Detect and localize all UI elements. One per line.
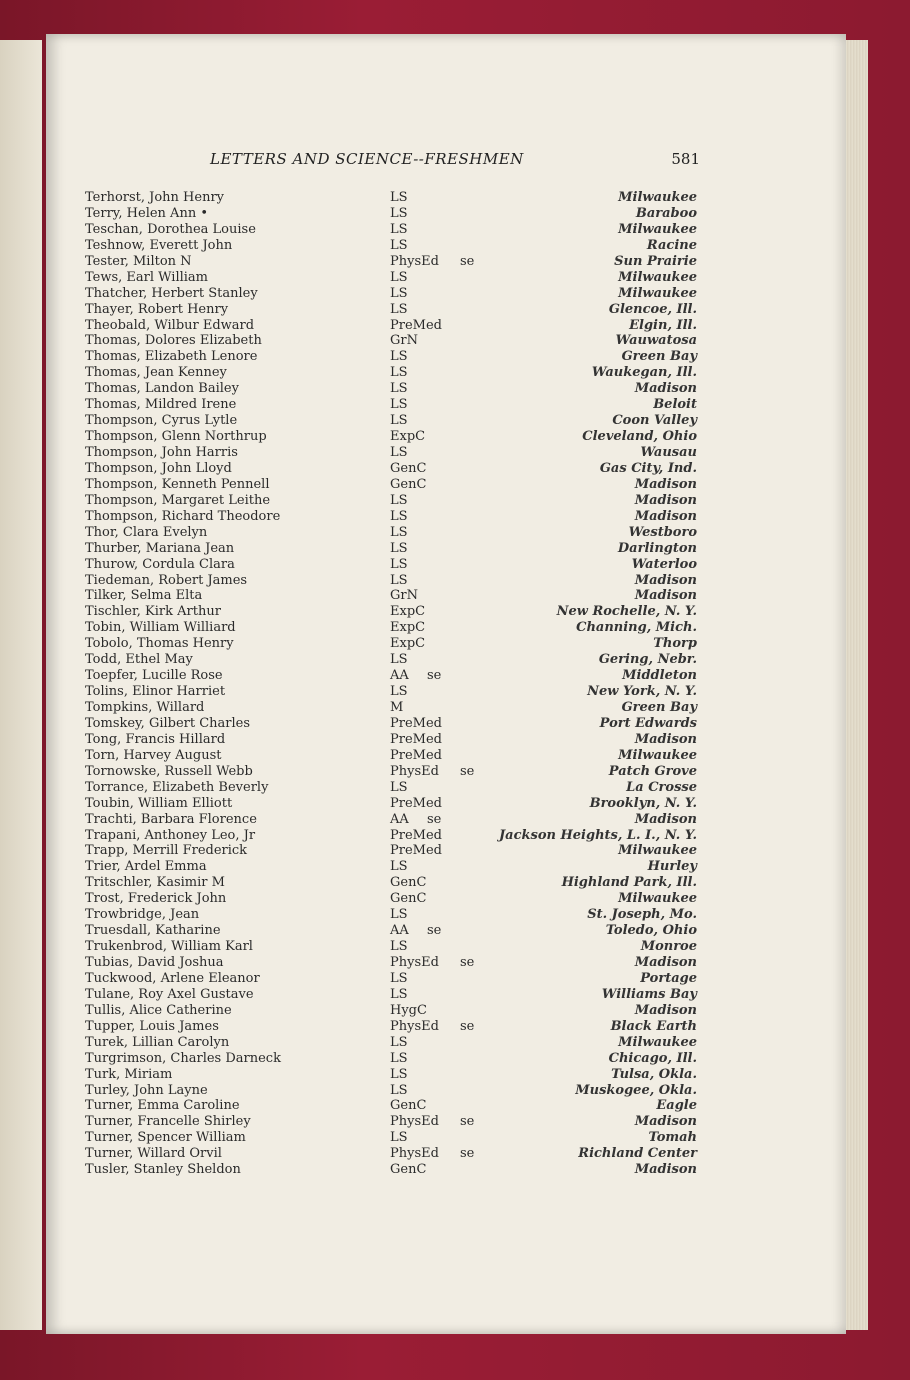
college-code: PhysEd [390,1114,439,1130]
note: se [427,923,442,939]
hometown: Milwaukee [618,221,697,237]
hometown: Coon Valley [612,413,697,429]
hometown: Toledo, Ohio [605,923,697,939]
hometown: Milwaukee [618,285,697,301]
college-code: LS [390,413,408,429]
college-code: ExpC [390,429,426,445]
college-code: LS [390,907,408,923]
college-code: LS [390,221,408,237]
note: se [460,955,475,970]
list-item [85,477,697,493]
hometown: Sun Prairie [614,253,697,269]
list-item [85,206,697,222]
list-item [85,700,697,716]
student-name: Tompkins, Willard [85,700,205,715]
college-code: GenC [390,875,427,891]
previous-page-edge [0,40,42,1330]
page-header [210,150,700,172]
list-item [85,764,697,780]
hometown: Baraboo [635,205,697,221]
list-item [85,509,697,525]
list-item [85,748,697,764]
college-code: GenC [390,476,427,492]
hometown: Cleveland, Ohio [582,429,697,445]
college-code: LS [390,1034,408,1050]
student-name: Trost, Frederick John [85,891,227,907]
college-code: LS [390,397,408,413]
college-code: AA [390,668,409,684]
list-item [85,1051,697,1067]
college-code: LS [390,285,408,301]
student-name: Tolins, Elinor Harriet [85,684,226,700]
hometown: St. Joseph, Mo. [587,907,697,923]
student-name: Thompson, Kenneth Pennell [85,476,270,492]
list-item [85,1067,697,1083]
student-name: Tuckwood, Arlene Eleanor [85,970,260,986]
hometown: New Rochelle, N. Y. [556,604,697,620]
hometown: Madison [634,955,697,970]
page-stack-edge [846,40,868,1330]
hometown: Beloit [653,397,697,413]
hometown: Tomah [648,1130,697,1146]
student-name: Turner, Willard Orvil [85,1146,222,1162]
list-item [85,652,697,668]
college-code: LS [390,492,408,508]
student-name: Trier, Ardel Emma [85,859,207,875]
college-code: PreMed [390,843,442,859]
hometown: Wauwatosa [615,333,697,349]
student-name: Thor, Clara Evelyn [85,524,208,540]
list-item [85,891,697,907]
college-code: LS [390,540,408,556]
student-name: Tischler, Kirk Arthur [85,604,221,620]
college-code: LS [390,269,408,285]
list-item [85,333,697,349]
list-item [85,1003,697,1019]
student-name: Thompson, Cyrus Lytle [85,413,238,429]
list-item [85,987,697,1003]
college-code: LS [390,190,408,205]
student-name: Todd, Ethel May [85,652,193,668]
list-item [85,1146,697,1162]
student-name: Tulane, Roy Axel Gustave [85,986,254,1002]
hometown: Waterloo [631,556,697,572]
hometown: Glencoe, Ill. [608,301,697,317]
hometown: Brooklyn, N. Y. [589,795,697,811]
student-name: Truesdall, Katharine [85,923,221,939]
student-name: Tilker, Selma Elta [85,588,203,604]
student-name: Tomskey, Gilbert Charles [85,715,251,731]
college-code: LS [390,779,408,795]
list-item [85,557,697,573]
list-item [85,413,697,429]
page-number: 581 [671,150,700,168]
student-name: Terhorst, John Henry [85,190,225,205]
student-name: Thatcher, Herbert Stanley [85,285,258,301]
student-name: Tong, Francis Hillard [85,731,226,747]
hometown: Middleton [622,668,697,684]
student-name: Thompson, Margaret Leithe [85,492,271,508]
college-code: M [390,700,404,715]
list-item [85,270,697,286]
college-code: PreMed [390,731,442,747]
hometown: Westboro [628,524,697,540]
hometown: Madison [634,731,697,747]
college-code: LS [390,381,408,397]
college-code: LS [390,1050,408,1066]
college-code: GenC [390,891,427,907]
student-name: Tusler, Stanley Sheldon [85,1162,241,1178]
hometown: Highland Park, Ill. [561,875,697,891]
college-code: PhysEd [390,1146,439,1162]
note: se [460,253,475,269]
college-code: LS [390,1082,408,1098]
list-item [85,541,697,557]
list-item [85,302,697,318]
list-item [85,286,697,302]
list-item [85,812,697,828]
hometown: Thorp [653,636,697,652]
list-item [85,349,697,365]
note: se [460,763,475,779]
hometown: Racine [646,237,697,253]
list-item [85,684,697,700]
list-item [85,573,697,589]
list-item [85,588,697,604]
hometown: Portage [640,970,697,986]
student-name: Torrance, Elizabeth Beverly [85,779,269,795]
note: se [460,1146,475,1162]
student-name: Tiedeman, Robert James [85,572,248,588]
hometown: Black Earth [610,1018,697,1034]
college-code: PreMed [390,715,442,731]
hometown: Hurley [647,859,697,875]
hometown: Waukegan, Ill. [591,365,697,381]
student-name: Thayer, Robert Henry [85,301,229,317]
list-item [85,1083,697,1099]
college-code: PreMed [390,827,442,843]
list-item [85,939,697,955]
college-code: LS [390,508,408,524]
list-item [85,1130,697,1146]
student-name: Trachti, Barbara Florence [85,811,257,827]
hometown: Madison [634,381,697,397]
student-name: Toepfer, Lucille Rose [85,668,223,684]
college-code: GrN [390,588,418,604]
college-code: LS [390,205,408,221]
student-name: Thompson, John Harris [85,445,238,460]
hometown: Madison [634,572,697,588]
college-code: PhysEd [390,955,439,970]
student-name: Tullis, Alice Catherine [85,1002,232,1018]
student-name: Turner, Spencer William [85,1130,246,1146]
list-item [85,796,697,812]
hometown: Madison [634,508,697,524]
note: se [460,1018,475,1034]
list-item [85,190,697,206]
college-code: LS [390,237,408,253]
student-name: Toubin, William Elliott [85,795,233,811]
list-item [85,429,697,445]
student-name: Teschan, Dorothea Louise [85,221,256,237]
college-code: PreMed [390,747,442,763]
list-item [85,843,697,859]
hometown: La Crosse [626,779,697,795]
hometown: Patch Grove [608,763,697,779]
list-item [85,1098,697,1114]
college-code: PhysEd [390,1018,439,1034]
list-item [85,620,697,636]
student-name: Tupper, Louis James [85,1018,219,1034]
student-name: Trapp, Merrill Frederick [85,843,248,859]
hometown: Madison [634,476,697,492]
hometown: Milwaukee [618,269,697,285]
student-name: Trukenbrod, William Karl [85,939,253,955]
running-title: LETTERS AND SCIENCE--FRESHMEN [210,150,524,168]
hometown: Madison [634,1162,697,1178]
list-item [85,923,697,939]
student-list [85,190,697,1178]
college-code: LS [390,1130,408,1146]
college-code: GenC [390,1098,427,1114]
hometown: Richland Center [578,1146,697,1162]
college-code: LS [390,365,408,381]
student-name: Turgrimson, Charles Darneck [85,1050,281,1066]
hometown: Monroe [640,939,697,955]
college-code: PhysEd [390,763,439,779]
hometown: Port Edwards [599,715,697,731]
list-item [85,381,697,397]
hometown: Milwaukee [618,891,697,907]
list-item [85,828,697,844]
list-item [85,732,697,748]
list-item [85,1035,697,1051]
college-code: PhysEd [390,253,439,269]
hometown: Wausau [640,445,697,460]
college-code: PreMed [390,795,442,811]
hometown: Tulsa, Okla. [611,1066,697,1082]
hometown: Eagle [656,1098,697,1114]
hometown: Milwaukee [618,190,697,205]
college-code: AA [390,811,409,827]
note: se [427,811,442,827]
student-name: Thomas, Dolores Elizabeth [85,333,262,349]
note: se [427,668,442,684]
hometown: Gering, Nebr. [598,652,697,668]
list-item [85,1114,697,1130]
student-name: Tornowske, Russell Webb [85,763,253,779]
list-item [85,1162,697,1178]
list-item [85,780,697,796]
college-code: HygC [390,1002,427,1018]
college-code: AA [390,923,409,939]
hometown: Madison [634,492,697,508]
hometown: Milwaukee [618,843,697,859]
hometown: Elgin, Ill. [629,317,697,333]
college-code: LS [390,939,408,955]
college-code: LS [390,1066,408,1082]
hometown: Chicago, Ill. [608,1050,697,1066]
college-code: PreMed [390,317,442,333]
list-item [85,668,697,684]
hometown: New York, N. Y. [587,684,697,700]
college-code: LS [390,986,408,1002]
student-name: Teshnow, Everett John [85,237,233,253]
college-code: LS [390,524,408,540]
student-name: Torn, Harvey August [85,747,222,763]
college-code: LS [390,301,408,317]
list-item [85,397,697,413]
student-name: Tester, Milton N [85,253,192,269]
student-name: Thompson, Glenn Northrup [85,429,267,445]
college-code: GenC [390,1162,427,1178]
list-item [85,254,697,270]
college-code: LS [390,445,408,460]
student-name: Tobin, William Williard [85,620,236,636]
list-item [85,493,697,509]
student-name: Trapani, Anthoney Leo, Jr [85,827,256,843]
list-item [85,525,697,541]
college-code: GenC [390,460,427,476]
hometown: Madison [634,588,697,604]
student-name: Terry, Helen Ann • [85,205,208,221]
note: se [460,1114,475,1130]
list-item [85,907,697,923]
college-code: ExpC [390,604,426,620]
list-item [85,445,697,461]
student-name: Thomas, Landon Bailey [85,381,239,397]
student-name: Tritschler, Kasimir M [85,875,225,891]
student-name: Tews, Earl William [85,269,209,285]
student-name: Thomas, Mildred Irene [85,397,237,413]
hometown: Milwaukee [618,1034,697,1050]
list-item [85,461,697,477]
hometown: Williams Bay [601,986,697,1002]
student-name: Turk, Miriam [85,1066,173,1082]
college-code: LS [390,684,408,700]
student-name: Theobald, Wilbur Edward [85,317,255,333]
list-item [85,222,697,238]
hometown: Madison [634,1114,697,1130]
hometown: Gas City, Ind. [599,460,697,476]
college-code: LS [390,572,408,588]
student-name: Turek, Lillian Carolyn [85,1034,230,1050]
list-item [85,875,697,891]
college-code: LS [390,556,408,572]
list-item [85,318,697,334]
college-code: LS [390,349,408,365]
hometown: Channing, Mich. [576,620,697,636]
list-item [85,636,697,652]
list-item [85,1019,697,1035]
student-name: Turner, Francelle Shirley [85,1114,251,1130]
list-item [85,955,697,971]
college-code: LS [390,859,408,875]
list-item [85,971,697,987]
hometown: Jackson Heights, L. I., N. Y. [499,827,697,843]
hometown: Madison [634,811,697,827]
student-name: Thurber, Mariana Jean [85,540,235,556]
student-name: Thurow, Cordula Clara [85,556,235,572]
college-code: LS [390,970,408,986]
list-item [85,365,697,381]
college-code: GrN [390,333,418,349]
hometown: Darlington [617,540,697,556]
hometown: Green Bay [621,700,697,715]
student-name: Tubias, David Joshua [85,955,224,970]
college-code: ExpC [390,620,426,636]
list-item [85,859,697,875]
student-name: Tobolo, Thomas Henry [85,636,234,652]
list-item [85,238,697,254]
list-item [85,716,697,732]
hometown: Milwaukee [618,747,697,763]
student-name: Thomas, Jean Kenney [85,365,227,381]
student-name: Thompson, Richard Theodore [85,508,281,524]
student-name: Thompson, John Lloyd [85,460,232,476]
student-name: Turley, John Layne [85,1082,208,1098]
hometown: Green Bay [621,349,697,365]
student-name: Trowbridge, Jean [85,907,200,923]
list-item [85,604,697,620]
student-name: Turner, Emma Caroline [85,1098,240,1114]
college-code: LS [390,652,408,668]
college-code: ExpC [390,636,426,652]
hometown: Muskogee, Okla. [575,1082,697,1098]
student-name: Thomas, Elizabeth Lenore [85,349,258,365]
hometown: Madison [634,1002,697,1018]
